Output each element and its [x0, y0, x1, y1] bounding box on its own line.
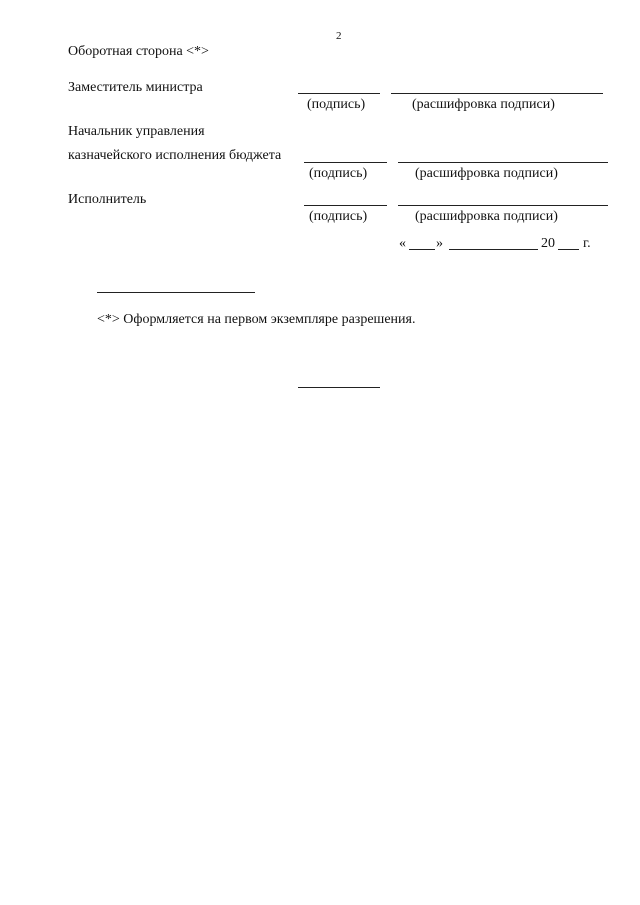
date-day-line — [409, 249, 435, 250]
end-of-document-rule — [298, 387, 380, 388]
reverse-side-heading: Оборотная сторона <*> — [68, 44, 209, 59]
deputy-minister-label: Заместитель министра — [68, 80, 203, 95]
date-close-quote: » — [436, 236, 443, 251]
treasury-head-label-line1: Начальник управления — [68, 124, 205, 139]
deputy-minister-signature-caption: (подпись) — [307, 97, 366, 112]
treasury-head-label-line2: казначейского исполнения бюджета — [68, 148, 282, 163]
treasury-head-signature-caption: (подпись) — [309, 166, 368, 181]
deputy-minister-transcript-caption: (расшифровка подписи) — [412, 97, 555, 112]
executor-label: Исполнитель — [68, 192, 147, 207]
date-open-quote: « — [399, 236, 406, 251]
deputy-minister-signature-line — [298, 93, 380, 94]
deputy-minister-transcript-line — [391, 93, 603, 94]
date-year-line — [558, 249, 579, 250]
page-number: 2 — [336, 30, 342, 42]
footnote-text: <*> Оформляется на первом экземпляре разрешения. — [97, 312, 416, 327]
treasury-head-signature-line — [304, 162, 387, 163]
treasury-head-transcript-caption: (расшифровка подписи) — [415, 166, 558, 181]
executor-signature-line — [304, 205, 387, 206]
date-month-line — [449, 249, 538, 250]
executor-transcript-caption: (расшифровка подписи) — [415, 209, 558, 224]
date-year-suffix: г. — [583, 236, 591, 251]
date-year-prefix: 20 — [541, 236, 555, 251]
treasury-head-transcript-line — [398, 162, 608, 163]
executor-signature-caption: (подпись) — [309, 209, 368, 224]
executor-transcript-line — [398, 205, 608, 206]
footnote-separator — [97, 292, 255, 293]
